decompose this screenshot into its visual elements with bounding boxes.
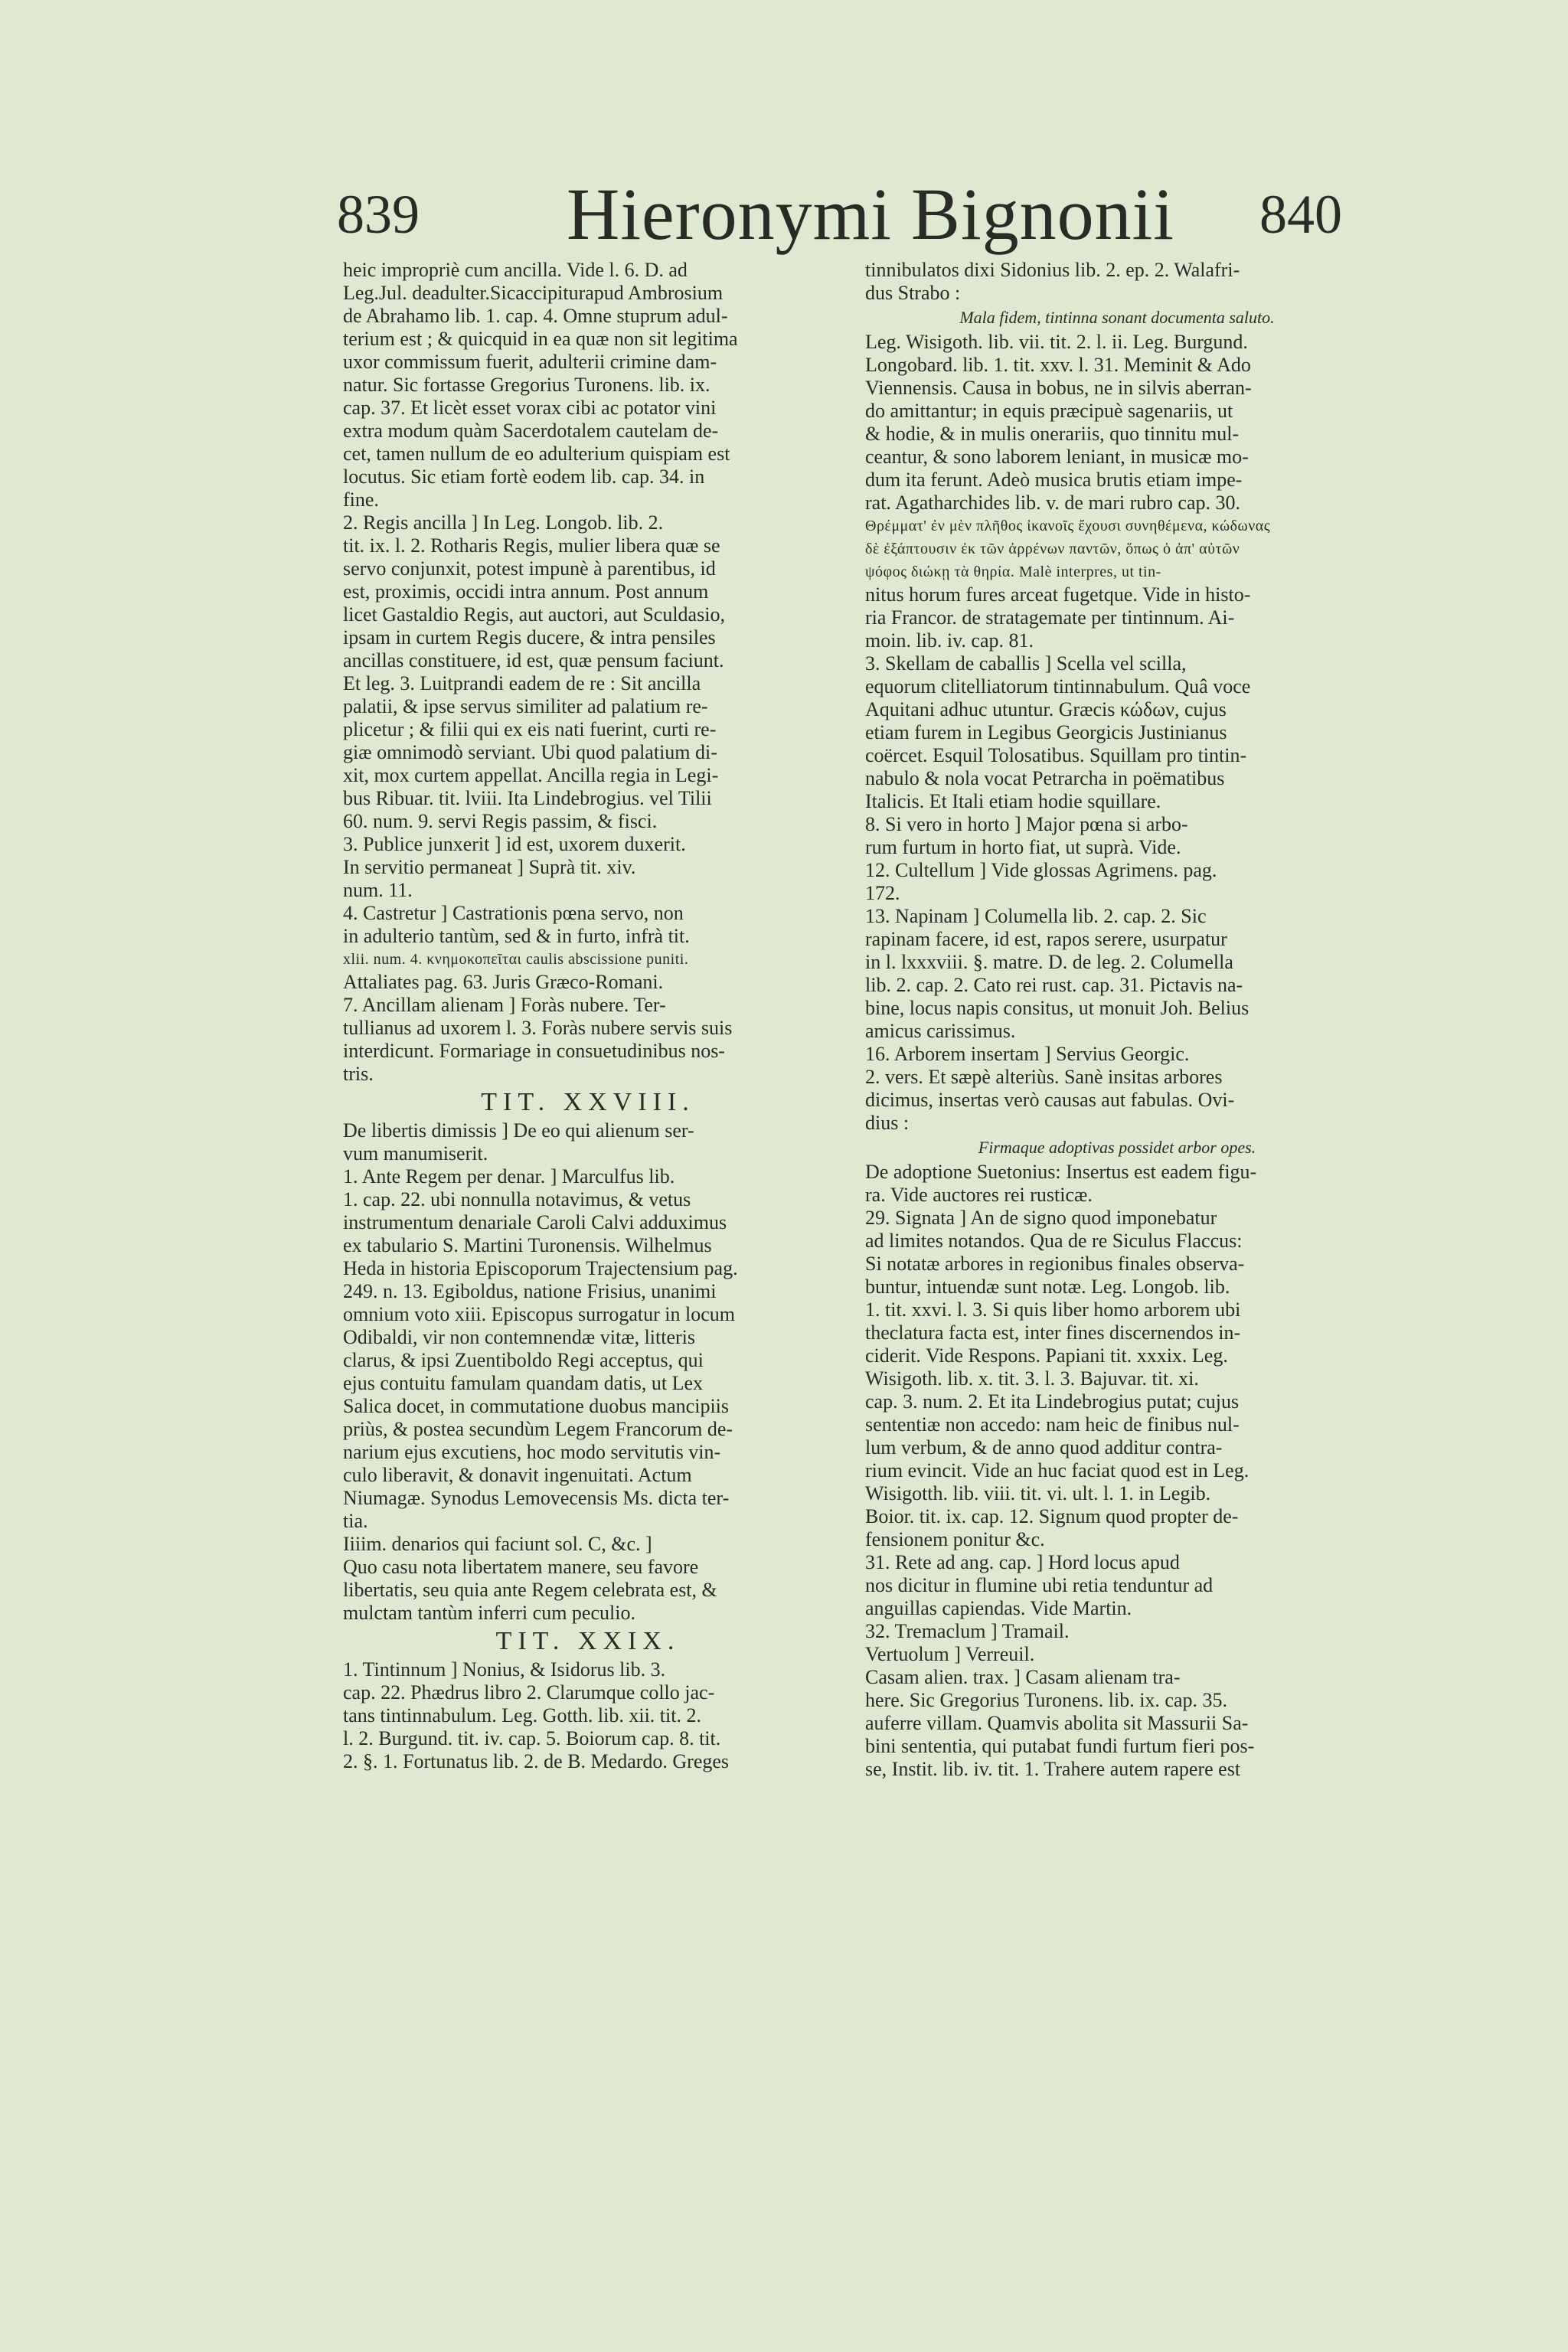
text-line: here. Sic Gregorius Turonens. lib. ix. cap. 35.: [865, 1689, 1228, 1711]
text-line: 2. Regis ancilla ] In Leg. Longob. lib. 2.: [343, 511, 664, 534]
text-line: ψόφος διώκῃ τὰ θηρία. Malè interpres, ut tin-: [865, 564, 1161, 580]
text-line: 31. Rete ad ang. cap. ] Hord locus apud: [865, 1551, 1180, 1573]
text-line: tinnibulatos dixi Sidonius lib. 2. ep. 2. Walafri-: [865, 259, 1240, 281]
text-line: Et leg. 3. Luitprandi eadem de re : Sit ancilla: [343, 672, 701, 694]
text-line: 29. Signata ] An de signo quod imponebatur: [865, 1207, 1217, 1229]
text-line: in l. lxxxviii. §. matre. D. de leg. 2. Columella: [865, 951, 1233, 973]
text-line: 12. Cultellum ] Vide glossas Agrimens. pag.: [865, 859, 1217, 881]
text-line: Quo casu nota libertatem manere, seu favore: [343, 1556, 699, 1578]
text-line: ciderit. Vide Respons. Papiani tit. xxxix. Leg.: [865, 1344, 1228, 1367]
running-title: Hieronymi Bignonii: [567, 173, 1174, 255]
text-line: ra. Vide auctores rei rusticæ.: [865, 1184, 1093, 1206]
text-line: cap. 3. num. 2. Et ita Lindebrogius putat; cujus: [865, 1390, 1240, 1413]
left-text-block-1: [343, 259, 833, 1086]
text-line: Wisigotth. lib. viii. tit. vi. ult. l. 1. in Legib.: [865, 1482, 1211, 1504]
text-line: dum ita ferunt. Adeò musica brutis etiam impe-: [865, 469, 1243, 491]
text-line: est, proximis, occidi intra annum. Post annum: [343, 580, 709, 603]
text-line: Si notatæ arbores in regionibus finales observa-: [865, 1253, 1245, 1275]
section-heading-tit-xxix: TIT. XXIX.: [495, 1627, 681, 1655]
text-line: De libertis dimissis ] De eo qui alienum ser-: [343, 1119, 694, 1142]
text-line: 16. Arborem insertam ] Servius Georgic.: [865, 1043, 1190, 1065]
text-line: rum furtum in horto fiat, ut suprà. Vide.: [865, 836, 1181, 858]
text-line: locutus. Sic etiam fortè eodem lib. cap. 34. in: [343, 466, 705, 488]
text-line: licet Gastaldio Regis, aut auctori, aut Sculdasio,: [343, 603, 725, 626]
text-line: etiam furem in Legibus Georgicis Justinianus: [865, 721, 1227, 743]
text-line: 13. Napinam ] Columella lib. 2. cap. 2. Sic: [865, 905, 1207, 927]
text-line: auferre villam. Quamvis abolita sit Massurii Sa-: [865, 1712, 1249, 1734]
text-line: 2. §. 1. Fortunatus lib. 2. de B. Medardo. Greges: [343, 1750, 730, 1772]
text-line: num. 11.: [343, 879, 413, 901]
text-line: Iiiim. denarios qui faciunt sol. C, &c. ]: [343, 1533, 652, 1555]
text-line: fine.: [343, 488, 379, 511]
text-line: tullianus ad uxorem l. 3. Foràs nubere servis suis: [343, 1017, 733, 1039]
text-line: cet, tamen nullum de eo adulterium quispiam est: [343, 443, 730, 465]
verse-quote-1: Mala fidem, tintinna sonant documenta saluto.: [959, 308, 1275, 327]
text-line: Θρέμματ' ἐν μὲν πλῆθος ἰκανοῖς ἔχουσι συνηθέμενα, κώδωνας: [865, 518, 1271, 534]
text-line: equorum clitelliatorum tintinnabulum. Quâ voce: [865, 675, 1251, 697]
text-line: extra modum quàm Sacerdotalem cautelam de-: [343, 420, 719, 442]
text-line: 1. Ante Regem per denar. ] Marculfus lib.: [343, 1165, 675, 1187]
text-line: amicus carissimus.: [865, 1020, 1016, 1042]
verse-quote-2: Firmaque adoptivas possidet arbor opes.: [978, 1138, 1256, 1157]
text-line: lum verbum, & de anno quod additur contra-: [865, 1436, 1223, 1459]
text-line: In servitio permaneat ] Suprà tit. xiv.: [343, 856, 636, 878]
text-line: 32. Tremaclum ] Tramail.: [865, 1620, 1070, 1642]
text-line: terium est ; & quicquid in ea quæ non sit legitima: [343, 328, 738, 350]
text-line: moin. lib. iv. cap. 81.: [865, 629, 1034, 652]
right-text-block-3: [865, 1161, 1369, 1781]
text-line: heic impropriè cum ancilla. Vide l. 6. D. ad: [343, 259, 688, 281]
text-line: de Abrahamo lib. 1. cap. 4. Omne stuprum adul-: [343, 305, 728, 327]
text-line: δὲ ἐξάπτουσιν ἐκ τῶν ἀρρένων παντῶν, ὅπως ὁ ἀπ' αὐτῶν: [865, 541, 1240, 557]
text-line: Boior. tit. ix. cap. 12. Signum quod propter de-: [865, 1505, 1239, 1527]
text-line: tris.: [343, 1063, 374, 1085]
text-line: 1. Tintinnum ] Nonius, & Isidorus lib. 3.: [343, 1658, 666, 1681]
text-line: cap. 37. Et licèt esset vorax cibi ac potator vini: [343, 397, 717, 419]
text-line: do amittantur; in equis præcipuè sagenariis, ut: [865, 400, 1233, 422]
text-line: 172.: [865, 882, 900, 904]
text-line: ad limites notandos. Qua de re Siculus Flaccus:: [865, 1230, 1243, 1252]
text-line: in adulterio tantùm, sed & in furto, infrà tit.: [343, 925, 690, 947]
text-line: dius :: [865, 1112, 910, 1134]
right-text-block-2: [865, 331, 1369, 1135]
text-line: dicimus, insertas verò causas aut fabulas. Ovi-: [865, 1089, 1235, 1111]
text-line: ancillas constituere, id est, quæ pensum faciunt.: [343, 649, 724, 671]
text-line: Niumagæ. Synodus Lemovecensis Ms. dicta ter-: [343, 1487, 730, 1509]
text-line: instrumentum denariale Caroli Calvi adduximus: [343, 1211, 727, 1233]
page-number-right: 840: [1259, 184, 1342, 245]
text-line: Italicis. Et Itali etiam hodie squillare.: [865, 790, 1161, 812]
text-line: 8. Si vero in horto ] Major pœna si arbo-: [865, 813, 1188, 835]
text-line: Aquitani adhuc utuntur. Græcis κώδων, cujus: [865, 698, 1227, 720]
text-line: Heda in historia Episcoporum Trajectensium pag.: [343, 1257, 738, 1279]
text-line: rapinam facere, id est, rapos serere, usurpatur: [865, 928, 1227, 950]
text-line: priùs, & postea secundùm Legem Francorum de-: [343, 1418, 733, 1440]
text-line: lib. 2. cap. 2. Cato rei rust. cap. 31. Pictavis na-: [865, 974, 1243, 996]
text-line: interdicunt. Formariage in consuetudinibus nos-: [343, 1040, 725, 1062]
text-line: se, Instit. lib. iv. tit. 1. Trahere autem rapere est: [865, 1758, 1241, 1780]
text-line: tit. ix. l. 2. Rotharis Regis, mulier libera quæ se: [343, 534, 720, 557]
right-column: [865, 259, 1369, 1781]
text-line: vum manumiserit.: [343, 1142, 488, 1165]
text-line: l. 2. Burgund. tit. iv. cap. 5. Boiorum cap. 8. tit.: [343, 1727, 721, 1749]
text-line: anguillas capiendas. Vide Martin.: [865, 1597, 1132, 1619]
text-line: tans tintinnabulum. Leg. Gotth. lib. xii. tit. 2.: [343, 1704, 701, 1726]
section-heading-tit-xxviii: TIT. XXVIII.: [481, 1088, 695, 1116]
text-line: cap. 22. Phædrus libro 2. Clarumque collo jac-: [343, 1681, 715, 1704]
text-line: 1. cap. 22. ubi nonnulla notavimus, & vetus: [343, 1188, 691, 1210]
text-line: clarus, & ipsi Zuentiboldo Regi acceptus, qui: [343, 1349, 704, 1371]
right-text-block-1: [865, 259, 1369, 305]
text-line: 249. n. 13. Egiboldus, natione Frisius, unanimi: [343, 1280, 717, 1302]
text-line: plicetur ; & filii qui ex eis nati fuerint, curti re-: [343, 718, 717, 740]
text-line: nabulo & nola vocat Petrarcha in poëmatibus: [865, 767, 1225, 789]
text-line: narium ejus excutiens, hoc modo servitutis vin-: [343, 1441, 721, 1463]
text-line: buntur, intuendæ sunt notæ. Leg. Longob. lib.: [865, 1276, 1230, 1298]
text-line: Leg. Wisigoth. lib. vii. tit. 2. l. ii. Leg. Burgund.: [865, 331, 1248, 353]
text-line: uxor commissum fuerit, adulterii crimine dam-: [343, 351, 717, 373]
text-line: bini sententia, qui putabat fundi furtum fieri pos-: [865, 1735, 1255, 1757]
text-line: dus Strabo :: [865, 282, 961, 304]
text-line: rat. Agatharchides lib. v. de mari rubro cap. 30.: [865, 492, 1240, 514]
text-line: xit, mox curtem appellat. Ancilla regia in Legi-: [343, 764, 719, 786]
text-line: ejus contuitu famulam quandam datis, ut Lex: [343, 1372, 704, 1394]
text-line: sententiæ non accedo: nam heic de finibus nul-: [865, 1413, 1240, 1436]
text-line: ria Francor. de stratagemate per tintinnum. Ai-: [865, 606, 1235, 629]
text-line: 3. Skellam de caballis ] Scella vel scilla,: [865, 652, 1187, 675]
text-line: natur. Sic fortasse Gregorius Turonens. lib. ix.: [343, 374, 710, 396]
text-line: bus Ribuar. tit. lviii. Ita Lindebrogius. vel Tilii: [343, 787, 712, 809]
text-line: Attaliates pag. 63. Juris Græco-Romani.: [343, 971, 664, 993]
text-line: Odibaldi, vir non contemnendæ vitæ, litteris: [343, 1326, 696, 1348]
text-line: theclatura facta est, inter fines discernendos in-: [865, 1321, 1241, 1344]
text-line: 3. Publice junxerit ] id est, uxorem duxerit.: [343, 833, 686, 855]
text-line: Wisigoth. lib. x. tit. 3. l. 3. Bajuvar. tit. xi.: [865, 1367, 1199, 1390]
text-line: giæ omnimodò serviant. Ubi quod palatium di-: [343, 741, 717, 763]
text-line: palatii, & ipse servus similiter ad palatium re-: [343, 695, 708, 717]
text-line: 1. tit. xxvi. l. 3. Si quis liber homo arborem ubi: [865, 1298, 1241, 1321]
text-line: tia.: [343, 1510, 368, 1532]
text-line: rium evincit. Vide an huc faciat quod est in Leg.: [865, 1459, 1250, 1481]
text-line: bine, locus napis consitus, ut monuit Joh. Belius: [865, 997, 1250, 1019]
text-line: Longobard. lib. 1. tit. xxv. l. 31. Meminit & Ado: [865, 354, 1251, 376]
text-line: omnium voto xiii. Episcopus surrogatur in locum: [343, 1303, 736, 1325]
text-line: 4. Castretur ] Castrationis pœna servo, non: [343, 902, 684, 924]
text-line: Viennensis. Causa in bobus, ne in silvis aberran-: [865, 377, 1252, 399]
text-line: culo liberavit, & donavit ingenuitati. Actum: [343, 1464, 692, 1486]
text-line: Salica docet, in commutatione duobus mancipiis: [343, 1395, 730, 1417]
text-line: fensionem ponitur &c.: [865, 1528, 1045, 1550]
text-line: ipsam in curtem Regis ducere, & intra pensiles: [343, 626, 716, 648]
text-line: coërcet. Esquil Tolosatibus. Squillam pro tintin-: [865, 744, 1247, 766]
text-line: nos dicitur in flumine ubi retia tenduntur ad: [865, 1574, 1214, 1596]
text-line: xlii. num. 4. κνημοκοπεῖται caulis abscissione puniti.: [343, 951, 689, 968]
text-line: De adoptione Suetonius: Insertus est eadem figu-: [865, 1161, 1257, 1183]
text-line: 2. vers. Et sæpè alteriùs. Sanè insitas arbores: [865, 1066, 1223, 1088]
text-line: ex tabulario S. Martini Turonensis. Wilhelmus: [343, 1234, 712, 1256]
text-line: ceantur, & sono laborem leniant, in musicæ mo-: [865, 446, 1249, 468]
text-line: libertatis, seu quia ante Regem celebrata est, &: [343, 1579, 717, 1601]
text-line: mulctam tantùm inferri cum peculio.: [343, 1602, 635, 1624]
page-number-left: 839: [337, 184, 420, 245]
left-column: [343, 259, 833, 1773]
text-line: servo conjunxit, potest impunè à parentibus, id: [343, 557, 716, 580]
text-line: 7. Ancillam alienam ] Foràs nubere. Ter-: [343, 994, 666, 1016]
text-line: Vertuolum ] Verreuil.: [865, 1643, 1035, 1665]
left-text-block-3: [343, 1658, 833, 1773]
left-text-block-2: [343, 1119, 833, 1625]
text-line: Casam alien. trax. ] Casam alienam tra-: [865, 1666, 1181, 1688]
text-line: & hodie, & in mulis onerariis, quo tinnitu mul-: [865, 423, 1240, 445]
text-line: Leg.Jul. deadulter.Sicaccipiturapud Ambrosium: [343, 282, 724, 304]
text-line: 60. num. 9. servi Regis passim, & fisci.: [343, 810, 658, 832]
text-line: nitus horum fures arceat fugetque. Vide in histo-: [865, 583, 1251, 606]
